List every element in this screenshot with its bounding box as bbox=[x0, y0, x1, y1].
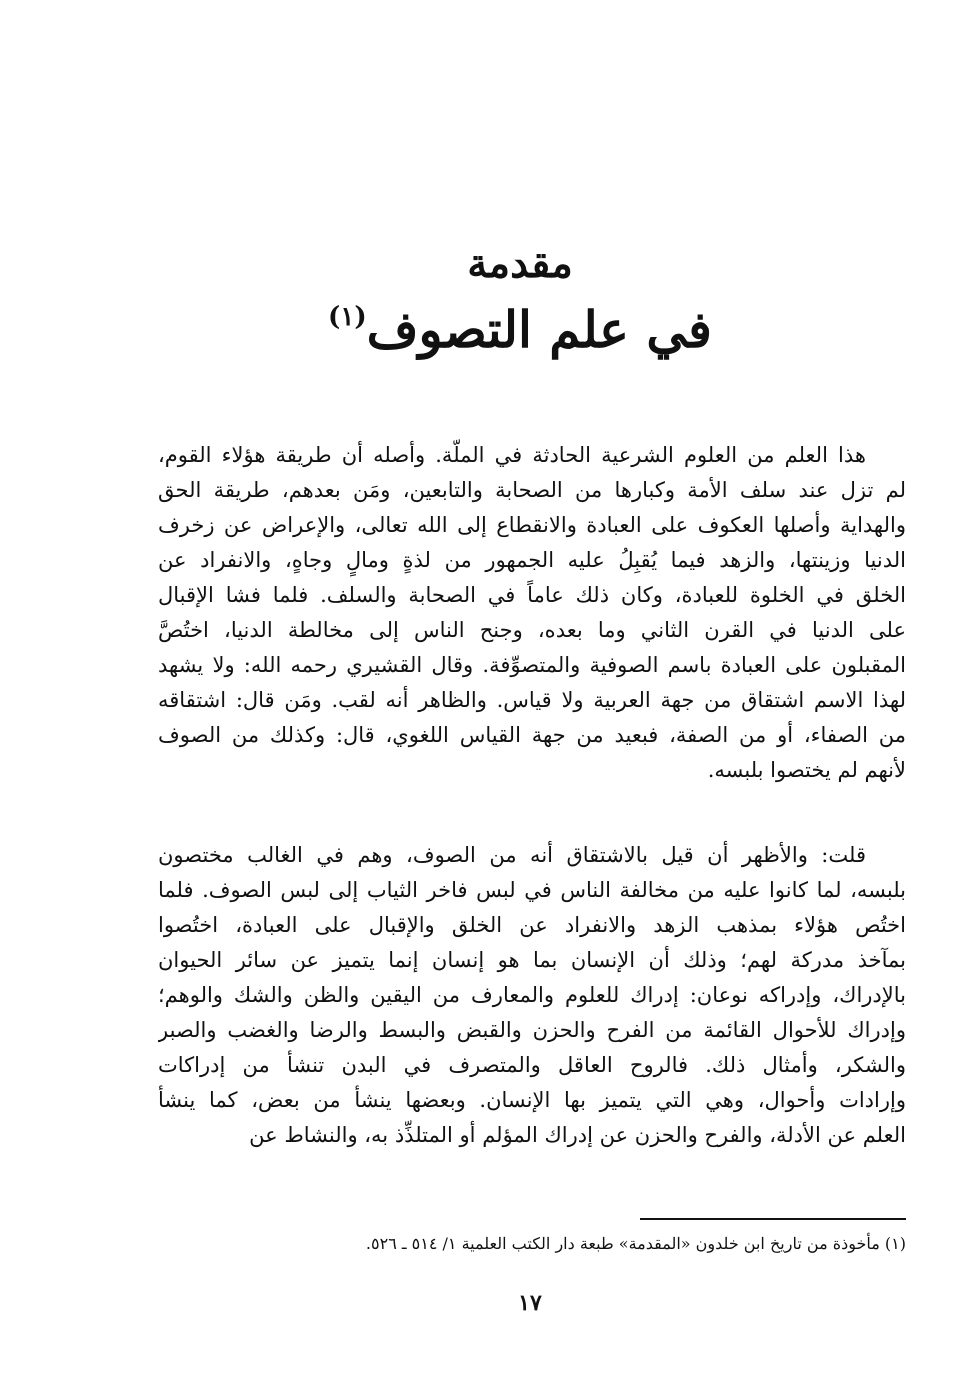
chapter-heading-line1: مقدمة bbox=[467, 240, 573, 287]
text-line: لم تزل عند سلف الأمة وكبارها من الصحابة والتابعين، ومَن بعدهم، طريقة الحق bbox=[158, 478, 906, 502]
footnote-divider bbox=[640, 1218, 906, 1220]
text-line: المقبلون على العبادة باسم الصوفية والمتصوِّفة. وقال القشيري رحمه الله: ولا يشهد bbox=[158, 653, 906, 677]
footnote-reference: (١) bbox=[328, 302, 367, 332]
text-line: قلت: والأظهر أن قيل بالاشتقاق أنه من الصوف، وهم في الغالب مختصون bbox=[158, 843, 866, 867]
text-line: بلبسه، لما كانوا عليه من مخالفة الناس في لبس فاخر الثياب إلى لبس الصوف. فلما bbox=[158, 878, 906, 902]
text-line: والهداية وأصلها العكوف على العبادة والانقطاع إلى الله تعالى، والإعراض عن زخرف bbox=[158, 513, 906, 537]
chapter-heading-text: في علم التصوف bbox=[366, 300, 712, 359]
text-line: هذا العلم من العلوم الشرعية الحادثة في الملّة. وأصله أن طريقة هؤلاء القوم، bbox=[158, 443, 866, 467]
text-line: على الدنيا في القرن الثاني وما بعده، وجنح الناس إلى مخالطة الدنيا، اختُصَّ bbox=[158, 618, 906, 642]
text-line: العلم عن الأدلة، والفرح والحزن عن إدراك المؤلم أو المتلذِّذ به، والنشاط عن bbox=[249, 1123, 906, 1147]
text-line: والشكر، وأمثال ذلك. فالروح العاقل والمتصرف في البدن تنشأ من إدراكات bbox=[158, 1053, 906, 1077]
paragraph-2 bbox=[158, 838, 906, 1153]
text-line: وإدراك للأحوال القائمة من الفرح والحزن والقبض والبسط والرضا والغضب والصبر bbox=[158, 1018, 906, 1042]
text-line: من الصفاء، أو من الصفة، فبعيد من جهة القياس اللغوي، قال: وكذلك من الصوف bbox=[158, 723, 906, 747]
text-line: بمآخذ مدركة لهم؛ وذلك أن الإنسان بما هو إنسان إنما يتميز عن سائر الحيوان bbox=[158, 948, 906, 972]
text-line: اختُص هؤلاء بمذهب الزهد والانفراد عن الخلق والإقبال على العبادة، اختُصوا bbox=[158, 913, 906, 937]
chapter-heading-line2 bbox=[0, 300, 980, 359]
text-line: لأنهم لم يختصوا بلبسه. bbox=[707, 758, 906, 782]
footnote: (١) مأخوذة من تاريخ ابن خلدون «المقدمة» طبعة دار الكتب العلمية ١/ ٥١٤ ـ ٥٢٦. bbox=[365, 1234, 906, 1253]
text-line: لهذا الاسم اشتقاق من جهة العربية ولا قياس. والظاهر أنه لقب. ومَن قال: اشتقاقه bbox=[158, 688, 906, 712]
text-line: بالإدراك، وإدراكه نوعان: إدراك للعلوم والمعارف من اليقين والظن والشك والوهم؛ bbox=[158, 983, 906, 1007]
page-number: ١٧ bbox=[518, 1290, 542, 1316]
text-line: الدنيا وزينتها، والزهد فيما يُقبِلُ عليه الجمهور من لذةٍ ومالٍ وجاهٍ، والانفراد عن bbox=[158, 548, 906, 572]
text-line: وإرادات وأحوال، وهي التي يتميز بها الإنسان. وبعضها ينشأ من بعض، كما ينشأ bbox=[158, 1088, 906, 1112]
paragraph-1 bbox=[158, 438, 906, 788]
text-line: الخلق في الخلوة للعبادة، وكان ذلك عاماً في الصحابة والسلف. فلما فشا الإقبال bbox=[158, 583, 906, 607]
